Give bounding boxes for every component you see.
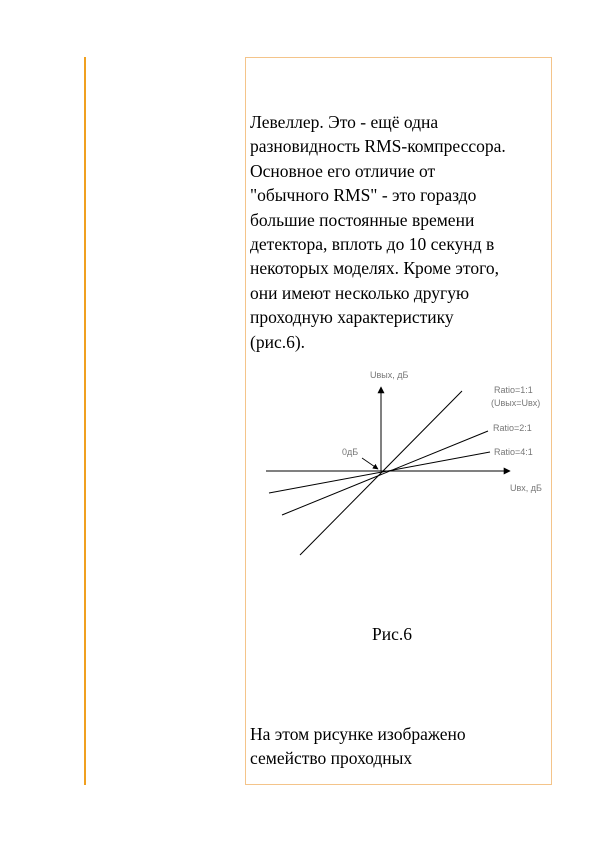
origin-pointer	[362, 458, 378, 469]
figure-caption: Рис.6	[372, 624, 412, 644]
ratio-1-1-label: Ratio=1:1	[494, 385, 533, 395]
ratio-4-1-label: Ratio=4:1	[494, 447, 533, 457]
ratio-1-1-sublabel: (Uвых=Uвх)	[491, 398, 541, 408]
x-axis-label: Uвх, дБ	[510, 483, 542, 493]
transfer-characteristic-figure	[262, 365, 552, 565]
ratio-2-1-label: Ratio=2:1	[493, 423, 532, 433]
ratio-4-1-line	[269, 452, 490, 493]
left-margin-rule	[84, 57, 86, 785]
ratio-2-1-line	[282, 431, 488, 515]
body-paragraph: Левеллер. Это - ещё одна разновидность RMS-компрессора. Основное его отличие от "обычного RMS" - это гораздо большие постоянные времени детектора, вплоть до 10 секунд в некоторых моделях. Кроме этого, они имеют несколько другую проходную характеристику (рис.6).	[250, 112, 506, 352]
body-paragraph-2: На этом рисунке изображено семейство проходных	[250, 724, 466, 769]
origin-label: 0дБ	[342, 447, 359, 457]
y-axis-label: Uвых, дБ	[370, 370, 409, 380]
